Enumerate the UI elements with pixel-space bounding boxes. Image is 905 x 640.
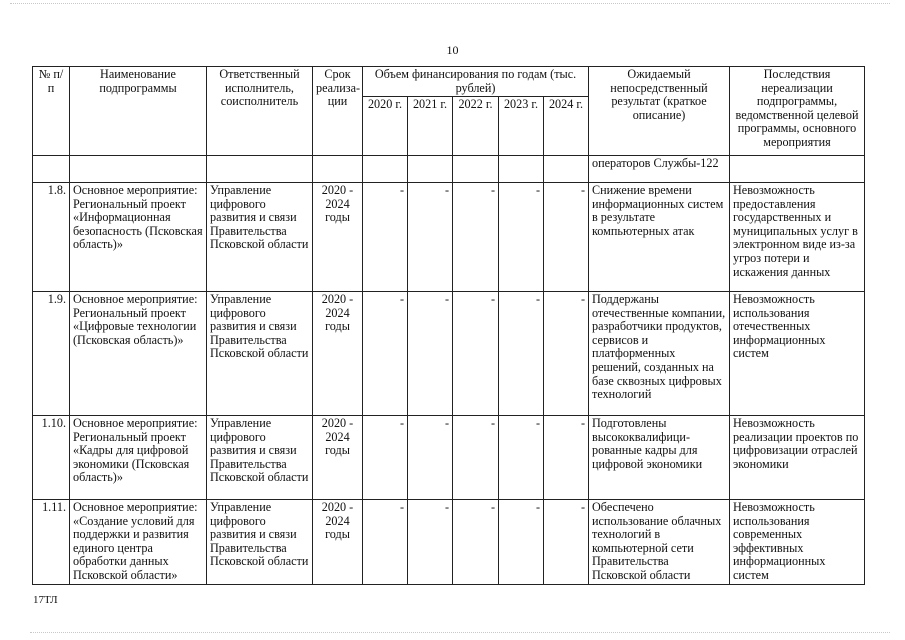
header-year: 2024 г. [544,97,589,156]
header-term: Срок реализа-ции [313,67,363,156]
table-row [33,500,865,585]
row-number: 1.9. [33,292,70,416]
row-funding-2022: - [453,292,499,416]
scan-artifact-bottom [30,632,890,635]
row-funding-2023: - [499,292,544,416]
row-consequences: Невозможность использования современных эффективных информационных систем [730,500,865,585]
row-funding-2020: - [363,292,408,416]
row-executor: Управление цифрового развития и связи Правительства Псковской области [207,292,313,416]
row-consequences: Невозможность предоставления государственных и муниципальных услуг в электронном виде из-за угроз потери и искажения данных [730,183,865,292]
row-name: Основное мероприятие: Региональный проект «Цифровые технологии (Псковская область)» [70,292,207,416]
row-term: 2020 - 2024 годы [313,292,363,416]
row-funding-2021: - [408,416,453,500]
footer-code: 17ТЛ [33,594,58,606]
page-number: 10 [446,43,459,57]
table-row [33,292,865,416]
continuation-row [33,156,865,183]
header-result: Ожидаемый непосредственный результат (краткое описание) [589,67,730,156]
row-result: Поддержаны отечественные компании, разработчики продуктов, сервисов и платформенных решений, созданных на базе сквозных цифровых технологий [589,292,730,416]
row-funding-2024: - [544,500,589,585]
row-result: Снижение времени информационных систем в результате компьютерных атак [589,183,730,292]
row-number: 1.10. [33,416,70,500]
row-funding-2021: - [408,292,453,416]
row-funding-2023: - [499,416,544,500]
continuation-result: операторов Службы-122 [589,156,730,183]
header-name: Наименование подпрограммы [70,67,207,156]
row-executor: Управление цифрового развития и связи Правительства Псковской области [207,500,313,585]
row-funding-2020: - [363,500,408,585]
header-year: 2023 г. [499,97,544,156]
row-funding-2022: - [453,416,499,500]
header-year: 2021 г. [408,97,453,156]
row-funding-2020: - [363,183,408,292]
row-number: 1.8. [33,183,70,292]
row-funding-2024: - [544,416,589,500]
row-consequences: Невозможность использования отечественных информационных систем [730,292,865,416]
row-funding-2024: - [544,183,589,292]
program-table [32,66,865,585]
row-consequences: Невозможность реализации проектов по цифровизации отраслей экономики [730,416,865,500]
row-result: Подготовлены высококвалифици-рованные кадры для цифровой экономики [589,416,730,500]
scan-artifact-top [10,3,890,6]
row-term: 2020 - 2024 годы [313,500,363,585]
header-year: 2020 г. [363,97,408,156]
table-row [33,183,865,292]
row-name: Основное мероприятие: Региональный проект «Информационная безопасность (Псковская область)» [70,183,207,292]
row-term: 2020 - 2024 годы [313,416,363,500]
header-year: 2022 г. [453,97,499,156]
header-funding: Объем финансирования по годам (тыс. рублей) [363,67,589,97]
row-executor: Управление цифрового развития и связи Правительства Псковской области [207,183,313,292]
header-executor: Ответственный исполнитель, соисполнитель [207,67,313,156]
header-row-1 [33,67,865,97]
row-number: 1.11. [33,500,70,585]
row-funding-2022: - [453,183,499,292]
row-funding-2020: - [363,416,408,500]
row-funding-2021: - [408,500,453,585]
row-funding-2023: - [499,500,544,585]
table-row [33,416,865,500]
row-result: Обеспечено использование облачных технологий в компьютерной сети Правительства Псковской области [589,500,730,585]
header-consequences: Последствия нереализации подпрограммы, ведомственной целевой программы, основного мероприятия [730,67,865,156]
row-funding-2022: - [453,500,499,585]
row-name: Основное мероприятие: Региональный проект «Кадры для цифровой экономики (Псковская область)» [70,416,207,500]
row-funding-2023: - [499,183,544,292]
row-name: Основное мероприятие: «Создание условий для поддержки и развития единого центра обработки данных Псковской области» [70,500,207,585]
row-executor: Управление цифрового развития и связи Правительства Псковской области [207,416,313,500]
header-num: № п/п [33,67,70,156]
row-term: 2020 - 2024 годы [313,183,363,292]
row-funding-2021: - [408,183,453,292]
row-funding-2024: - [544,292,589,416]
